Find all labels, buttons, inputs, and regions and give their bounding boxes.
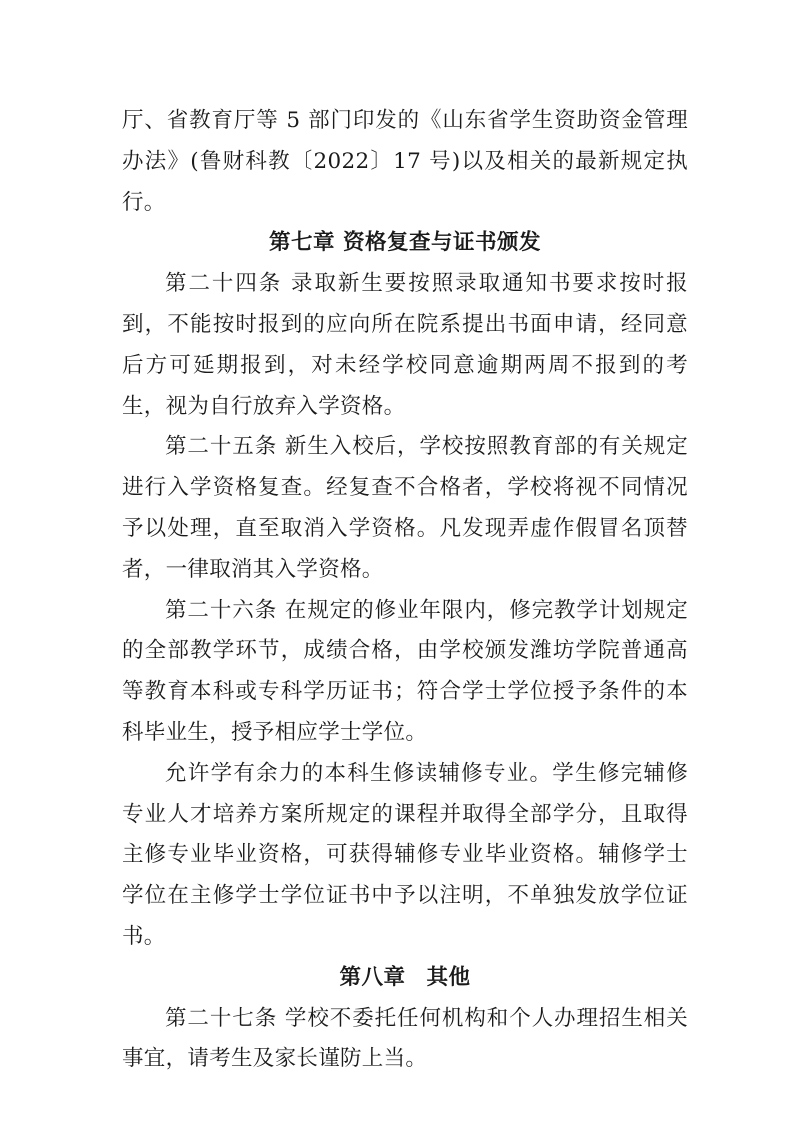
- article-26: 第二十六条 在规定的修业年限内，修完教学计划规定的全部教学环节，成绩合格，由学校颁发潍坊学院普通高等教育本科或专科学历证书；符合学士学位授予条件的本科毕业生，授予相应学士学位。: [122, 597, 688, 745]
- article-26-minor-degree: 允许学有余力的本科生修读辅修专业。学生修完辅修专业人才培养方案所规定的课程并取得全部学分，且取得主修专业毕业资格，可获得辅修专业毕业资格。辅修学士学位在主修学士学位证书中予以注明，不单独发放学位证书。: [122, 760, 688, 949]
- chapter-8-title: [122, 958, 688, 999]
- chapter-8-name: 其他: [426, 964, 471, 990]
- article-24: 第二十四条 录取新生要按照录取通知书要求按时报到，不能按时报到的应向所在院系提出书面申请，经同意后方可延期报到，对未经学校同意逾期两周不报到的考生，视为自行放弃入学资格。: [122, 271, 688, 419]
- document-body: [122, 101, 688, 1080]
- article-25: 第二十五条 新生入校后，学校按照教育部的有关规定进行入学资格复查。经复查不合格者，学校将视不同情况予以处理，直至取消入学资格。凡发现弄虚作假冒名顶替者，一律取消其入学资格。: [122, 434, 688, 582]
- chapter-8-number: 第八章: [339, 964, 406, 990]
- intro-paragraph: 厅、省教育厅等 5 部门印发的《山东省学生资助资金管理办法》(鲁财科教〔2022〕17 号)以及相关的最新规定执行。: [122, 108, 688, 215]
- chapter-7-title: 第七章 资格复查与证书颁发: [269, 230, 541, 256]
- article-27: 第二十七条 学校不委托任何机构和个人办理招生相关事宜，请考生及家长谨防上当。: [122, 1005, 688, 1072]
